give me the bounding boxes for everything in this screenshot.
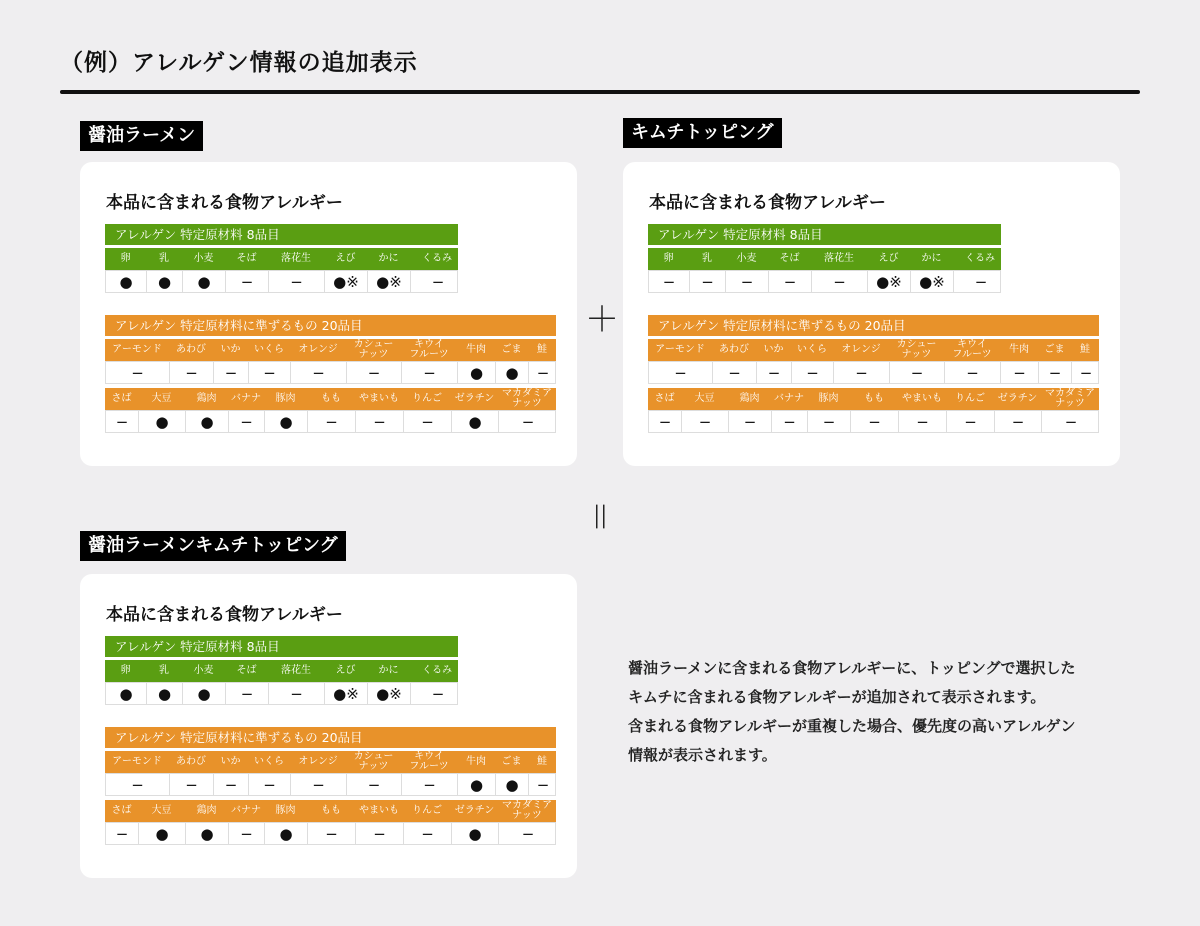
minor-allergen-table [648,315,1099,433]
minor-allergen-table [105,315,556,433]
allergen-mark: − [170,774,214,795]
allergen-mark: ● [139,823,186,844]
allergen-name: さば [111,393,132,404]
allergen-mark: ●※ [325,683,368,704]
allergen-name: 鶏肉 [739,393,760,404]
allergen-mark: − [729,411,772,432]
allergen-name: ゼラチン [997,393,1038,404]
allergen-name: アーモンド [112,344,162,355]
column-headers [105,800,556,822]
allergen-name: 牛肉 [466,756,486,767]
allergen-name: 卵 [663,253,674,264]
allergen-name: いくら [254,344,284,355]
allergen-name: いか [220,344,241,355]
allergen-name: オレンジ [298,344,338,355]
major-allergen-table [105,224,458,293]
allergen-mark: − [291,774,347,795]
allergen-mark: ● [186,411,229,432]
allergen-mark: − [170,362,214,383]
allergen-name: かに [921,253,942,264]
value-row [105,410,556,433]
allergen-card [623,162,1120,466]
value-row [105,361,556,384]
allergen-mark: ● [496,362,529,383]
allergen-name: カシュー ナッツ [896,339,937,360]
allergen-mark: − [690,271,726,292]
allergen-name: キウイ フルーツ [409,751,449,772]
allergen-mark: ●※ [868,271,911,292]
allergen-mark: ● [147,683,183,704]
allergen-mark: − [1001,362,1039,383]
allergen-mark: − [269,271,325,292]
allergen-name: そば [236,253,257,264]
allergen-name: えび [878,253,899,264]
allergen-name: もも [321,393,341,404]
allergen-name: かに [378,665,399,676]
allergen-name: バナナ [774,393,804,404]
column-headers [648,248,1001,270]
allergen-mark: ● [452,823,499,844]
allergen-mark: − [1064,412,1078,431]
allergen-name: もも [321,805,341,816]
allergen-name: 鮭 [1080,344,1090,355]
allergen-name: オレンジ [298,756,338,767]
column-headers [105,388,556,410]
allergen-name: そば [236,665,257,676]
allergen-mark: − [308,411,356,432]
allergen-mark: − [649,362,713,383]
allergen-name: 牛肉 [466,344,486,355]
allergen-name: 小麦 [736,253,757,264]
allergen-mark: − [808,411,851,432]
value-row [105,773,556,796]
equals-sign: ＝ [578,499,619,534]
card-title: 本品に含まれる食物アレルギー [106,605,343,625]
allergen-mark: ●※ [325,271,368,292]
allergen-name: あわび [176,344,206,355]
value-row [648,410,1099,433]
allergen-mark: − [521,824,535,843]
product-tag-kimchi: キムチトッピング [623,118,782,148]
allergen-mark: − [404,411,452,432]
allergen-mark: − [402,362,458,383]
table-header: アレルゲン 特定原材料に準ずるもの 20品目 [648,315,1099,336]
allergen-name: 落花生 [281,253,311,264]
allergen-mark: − [1039,362,1072,383]
allergen-name: いくら [797,344,827,355]
allergen-name: キウイ フルーツ [409,339,449,360]
allergen-name: ゼラチン [454,805,495,816]
allergen-mark: − [404,823,452,844]
allergen-mark: ● [139,411,186,432]
major-allergen-table [105,636,458,705]
allergen-name: 乳 [159,665,169,676]
allergen-mark: − [106,823,139,844]
allergen-mark: − [834,362,890,383]
table-header: アレルゲン 特定原材料 8品目 [105,636,458,657]
allergen-name: 鮭 [537,344,547,355]
column-headers [648,388,1099,410]
allergen-name: あわび [176,756,206,767]
allergen-mark: − [308,823,356,844]
allergen-name: 鮭 [537,756,547,767]
allergen-name: いか [220,756,241,767]
allergen-mark: ●※ [368,271,411,292]
allergen-name: アーモンド [655,344,705,355]
allergen-name: ごま [501,756,522,767]
column-headers [105,248,458,270]
allergen-mark: − [226,683,269,704]
allergen-mark: ●※ [368,683,411,704]
card-title: 本品に含まれる食物アレルギー [649,193,886,213]
allergen-mark: − [106,362,170,383]
allergen-name: やまいも [902,393,942,404]
table-header: アレルゲン 特定原材料に準ずるもの 20品目 [105,727,556,748]
allergen-card [80,574,577,878]
allergen-mark: − [291,362,347,383]
allergen-mark: ● [183,683,226,704]
allergen-mark: − [521,412,535,431]
column-headers [105,660,458,682]
allergen-name: バナナ [231,393,261,404]
allergen-mark: − [106,411,139,432]
product-tag-ramen: 醤油ラーメン [80,121,203,151]
description-line: 醤油ラーメンに含まれる食物アレルギーに、トッピングで選択したキムチに含まれる食物アレルギーが追加されて表示されます。 [628,659,1076,706]
column-headers [105,751,556,773]
allergen-name: りんご [412,393,442,404]
column-headers [105,339,556,361]
allergen-name: さば [654,393,675,404]
allergen-mark: − [945,362,1001,383]
allergen-mark: − [995,411,1042,432]
allergen-name: あわび [719,344,749,355]
allergen-mark: − [890,362,945,383]
allergen-name: アーモンド [112,756,162,767]
allergen-name: 豚肉 [275,393,296,404]
allergen-mark: − [713,362,757,383]
allergen-name: 小麦 [193,665,214,676]
description-line: 含まれる食物アレルギーが重複した場合、優先度の高いアレルゲン情報が表示されます。 [628,717,1076,764]
allergen-mark: ● [265,411,308,432]
allergen-name: さば [111,805,132,816]
allergen-mark: − [792,362,834,383]
allergen-mark: − [214,774,249,795]
allergen-name: オレンジ [841,344,881,355]
allergen-mark: − [649,271,690,292]
allergen-mark: − [214,362,249,383]
allergen-name: 乳 [702,253,712,264]
allergen-mark: − [402,774,458,795]
allergen-mark: − [536,775,550,794]
allergen-mark: − [536,363,550,382]
major-allergen-table [648,224,1001,293]
allergen-mark: − [347,362,402,383]
allergen-name: かに [378,253,399,264]
allergen-name: いくら [254,756,284,767]
allergen-mark: − [682,411,729,432]
allergen-name: 鶏肉 [196,393,217,404]
allergen-name: 落花生 [824,253,854,264]
allergen-name: えび [335,253,356,264]
allergen-mark: ●※ [911,271,954,292]
allergen-name: マカダミア ナッツ [502,800,552,821]
allergen-mark: − [249,362,291,383]
allergen-mark: − [431,684,445,703]
allergen-mark: − [769,271,812,292]
allergen-name: 卵 [120,665,131,676]
allergen-name: ごま [501,344,522,355]
allergen-name: 落花生 [281,665,311,676]
allergen-name: いか [763,344,784,355]
allergen-mark: ● [106,271,147,292]
value-row [105,682,458,705]
allergen-name: りんご [955,393,985,404]
allergen-name: カシュー ナッツ [353,339,394,360]
allergen-mark: − [726,271,769,292]
allergen-mark: ● [106,683,147,704]
allergen-name: 牛肉 [1009,344,1029,355]
allergen-mark: − [106,774,170,795]
allergen-name: カシュー ナッツ [353,751,394,772]
allergen-name: 豚肉 [818,393,839,404]
allergen-mark: − [249,774,291,795]
allergen-mark: − [229,411,265,432]
value-row [105,822,556,845]
allergen-mark: − [772,411,808,432]
allergen-name: くるみ [965,253,995,264]
allergen-name: くるみ [422,253,452,264]
allergen-name: マカダミア ナッツ [1045,388,1095,409]
allergen-name: りんご [412,805,442,816]
page-title: （例）アレルゲン情報の追加表示 [60,50,418,76]
allergen-name: マカダミア ナッツ [502,388,552,409]
allergen-name: ごま [1044,344,1065,355]
allergen-name: やまいも [359,393,399,404]
allergen-mark: ● [183,271,226,292]
value-row [648,361,1099,384]
allergen-mark: − [757,362,792,383]
allergen-name: えび [335,665,356,676]
allergen-name: やまいも [359,805,399,816]
allergen-mark: ● [458,362,496,383]
plus-sign: ＋ [585,300,619,340]
value-row [648,270,1001,293]
table-header: アレルゲン 特定原材料 8品目 [105,224,458,245]
divider [60,90,1140,94]
allergen-mark: − [356,411,404,432]
allergen-mark: − [947,411,995,432]
allergen-mark: − [649,411,682,432]
allergen-name: 鶏肉 [196,805,217,816]
allergen-mark: − [269,683,325,704]
allergen-mark: − [974,272,988,291]
table-header: アレルゲン 特定原材料 8品目 [648,224,1001,245]
card-title: 本品に含まれる食物アレルギー [106,193,343,213]
allergen-name: 大豆 [151,805,172,816]
allergen-card [80,162,577,466]
column-headers [648,339,1099,361]
allergen-mark: ● [458,774,496,795]
value-row [105,270,458,293]
allergen-name: キウイ フルーツ [952,339,992,360]
allergen-mark: − [347,774,402,795]
allergen-mark: − [431,272,445,291]
product-tag-combined: 醤油ラーメンキムチトッピング [80,531,346,561]
allergen-name: ゼラチン [454,393,495,404]
allergen-mark: ● [496,774,529,795]
allergen-mark: − [229,823,265,844]
allergen-name: 小麦 [193,253,214,264]
allergen-mark: − [226,271,269,292]
allergen-mark: ● [186,823,229,844]
description [628,654,1088,770]
allergen-name: 豚肉 [275,805,296,816]
allergen-name: バナナ [231,805,261,816]
allergen-name: 大豆 [151,393,172,404]
allergen-mark: − [899,411,947,432]
allergen-mark: − [851,411,899,432]
allergen-name: くるみ [422,665,452,676]
table-header: アレルゲン 特定原材料に準ずるもの 20品目 [105,315,556,336]
allergen-mark: ● [265,823,308,844]
allergen-name: そば [779,253,800,264]
allergen-name: 大豆 [694,393,715,404]
allergen-mark: − [812,271,868,292]
allergen-name: 乳 [159,253,169,264]
minor-allergen-table [105,727,556,845]
allergen-mark: ● [452,411,499,432]
allergen-mark: ● [147,271,183,292]
allergen-name: 卵 [120,253,131,264]
allergen-mark: − [356,823,404,844]
allergen-mark: − [1079,363,1093,382]
allergen-name: もも [864,393,884,404]
